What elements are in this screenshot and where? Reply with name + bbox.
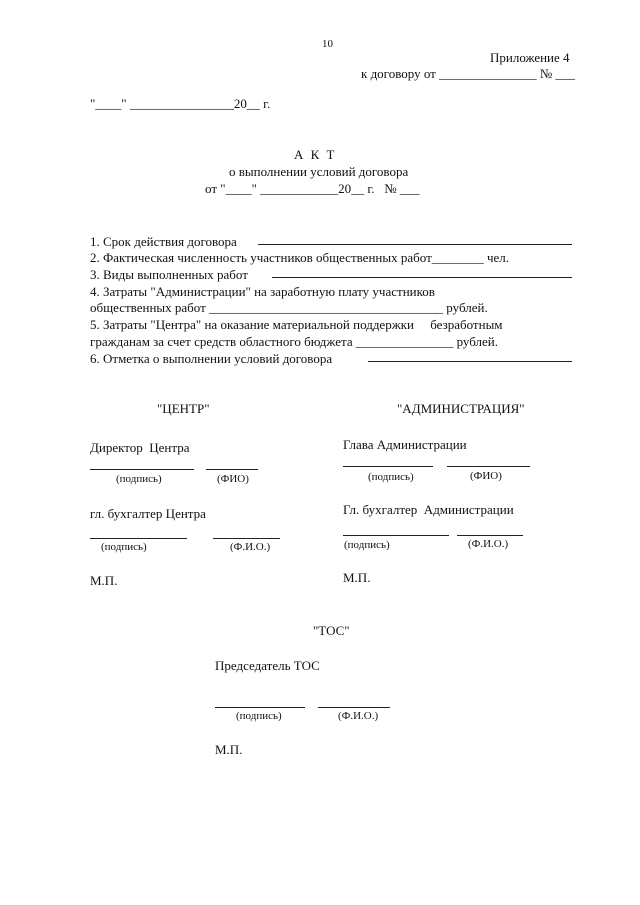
- administration-accountant-label: Гл. бухгалтер Администрации: [343, 502, 514, 517]
- administration-head-signature-line: [343, 466, 433, 467]
- item-4-line-2: общественных работ ____________________________________ рублей.: [90, 300, 488, 315]
- administration-head-signature-caption: (подпись): [368, 471, 414, 483]
- tos-fio-line: [318, 707, 390, 708]
- administration-title: "АДМИНИСТРАЦИЯ": [397, 401, 525, 416]
- tos-chairman-label: Председатель ТОС: [215, 658, 320, 673]
- center-director-signature-caption: (подпись): [116, 473, 162, 485]
- tos-fio-caption: (Ф.И.О.): [338, 710, 379, 722]
- item-5-line-1: 5. Затраты "Центра" на оказание материальной поддержки безработным: [90, 317, 503, 332]
- item-5-line-2: гражданам за счет средств областного бюджета _______________ рублей.: [90, 334, 498, 349]
- act-title: А К Т: [294, 147, 337, 162]
- center-director-signature-line: [90, 469, 194, 470]
- date-line: "____" ________________20__ г.: [90, 96, 271, 111]
- center-accountant-fio-line: [213, 538, 280, 539]
- appendix-title: Приложение 4: [490, 50, 570, 65]
- item-1-fill-line: [258, 244, 572, 245]
- center-director-label: Директор Центра: [90, 440, 190, 455]
- administration-accountant-signature-line: [343, 535, 449, 536]
- act-subtitle: о выполнении условий договора: [229, 164, 409, 179]
- center-accountant-label: гл. бухгалтер Центра: [90, 506, 206, 521]
- center-accountant-fio-caption: (Ф.И.О.): [230, 541, 271, 553]
- item-4-line-1: 4. Затраты "Администрации" на заработную плату участников: [90, 284, 435, 299]
- administration-accountant-signature-caption: (подпись): [344, 539, 390, 551]
- tos-title: "ТОС": [313, 623, 350, 638]
- tos-signature-line: [215, 707, 305, 708]
- item-6-fill-line: [368, 361, 572, 362]
- administration-accountant-fio-caption: (Ф.И.О.): [468, 538, 509, 550]
- center-director-fio-line: [206, 469, 258, 470]
- tos-stamp: М.П.: [215, 742, 243, 757]
- center-title: "ЦЕНТР": [157, 401, 210, 416]
- administration-accountant-fio-line: [457, 535, 523, 536]
- item-2: 2. Фактическая численность участников общественных работ________ чел.: [90, 250, 510, 265]
- item-3: 3. Виды выполненных работ: [90, 267, 248, 282]
- administration-head-label: Глава Администрации: [343, 437, 467, 452]
- page-number: 10: [322, 38, 333, 50]
- item-6: 6. Отметка о выполнении условий договора: [90, 351, 333, 366]
- item-1: 1. Срок действия договора: [90, 234, 237, 249]
- act-date: от "____" ____________20__ г. № ___: [205, 181, 420, 196]
- center-accountant-signature-line: [90, 538, 187, 539]
- center-accountant-signature-caption: (подпись): [101, 541, 147, 553]
- administration-head-fio-caption: (ФИО): [470, 470, 502, 482]
- item-3-fill-line: [272, 277, 572, 278]
- center-director-fio-caption: (ФИО): [217, 473, 249, 485]
- center-stamp: М.П.: [90, 573, 118, 588]
- appendix-contract-ref: к договору от _______________ № ___: [361, 66, 575, 81]
- tos-signature-caption: (подпись): [236, 710, 282, 722]
- administration-head-fio-line: [447, 466, 530, 467]
- administration-stamp: М.П.: [343, 570, 371, 585]
